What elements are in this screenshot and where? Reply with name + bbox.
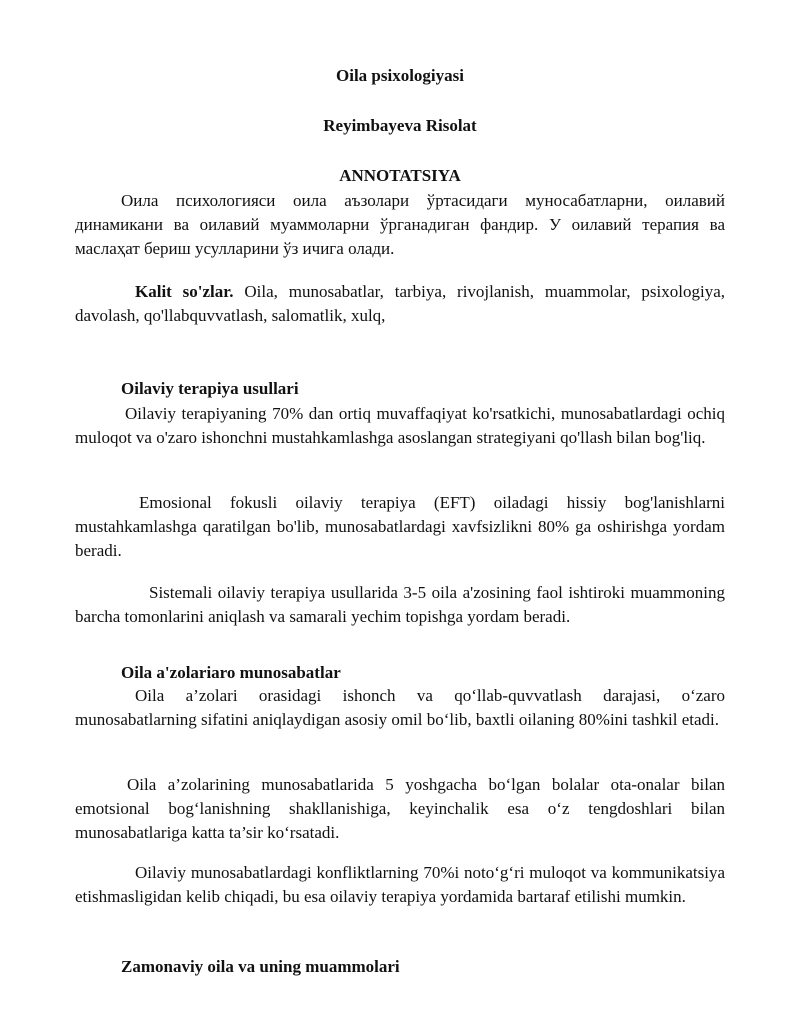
annotation-text: Оила психологияси оила аъзолари ўртасидаги муносабатларни, оилавий динамикани ва оилавий муаммоларни ўрганадиган фандир. У оилавий терапия ва маслаҳат бериш усулларини ўз ичига олади. <box>75 191 725 259</box>
section1-paragraph-3: Sistemali oilaviy terapiya usullarida 3-5 oila a'zosining faol ishtiroki muammoning barcha tomonlarini aniqlash va samarali yechim topishga yordam beradi. <box>75 583 725 627</box>
section-heading-family-therapy: Oilaviy terapiya usullari <box>121 379 299 398</box>
keywords-text: Oila, munosabatlar, tarbiya, rivojlanish, muammolar, psixologiya, davolash, qo'llabquvvatlash, salomatlik, xulq, <box>75 282 725 326</box>
section2-paragraph-1: Oila a’zolari orasidagi ishonch va qo‘llab-quvvatlash darajasi, o‘zaro munosabatlarning sifatini aniqlaydigan asosiy omil bo‘lib, baxtli oilaning 80%ini tashkil etadi. <box>75 686 725 730</box>
annotation-heading: ANNOTATSIYA <box>339 166 461 185</box>
section2-paragraph-3: Oilaviy munosabatlardagi konfliktlarning 70%i noto‘g‘ri muloqot va kommunikatsiya etishmasligidan kelib chiqadi, bu esa oilaviy terapiya yordamida bartaraf etilishi mumkin. <box>75 863 725 907</box>
document-title: Oila psixologiyasi <box>336 66 464 85</box>
keywords-label: Kalit so'zlar. <box>135 282 234 301</box>
section1-paragraph-2: Emosional fokusli oilaviy terapiya (EFT) oiladagi hissiy bog'lanishlarni mustahkamlashga qaratilgan bo'lib, munosabatlardagi xavfsizlikni 80% ga oshirishga yordam beradi. <box>75 493 725 561</box>
section1-paragraph-1: Oilaviy terapiyaning 70% dan ortiq muvaffaqiyat ko'rsatkichi, munosabatlardagi ochiq muloqot va o'zaro ishonchni mustahkamlashga asoslangan strategiyani qo'llash bilan bog'liq. <box>75 404 725 448</box>
section-heading-family-relations: Oila a'zolariaro munosabatlar <box>121 663 341 682</box>
keywords-paragraph <box>75 280 725 328</box>
section2-paragraph-2: Oila a’zolarining munosabatlarida 5 yoshgacha bo‘lgan bolalar ota-onalar bilan emotsional bog‘lanishning shakllanishiga, keyinchalik esa o‘z tengdoshlari bilan munosabatlariga katta ta’sir ko‘rsatadi. <box>75 775 725 843</box>
section-heading-modern-family: Zamonaviy oila va uning muammolari <box>121 957 400 976</box>
author-name: Reyimbayeva Risolat <box>323 116 477 135</box>
